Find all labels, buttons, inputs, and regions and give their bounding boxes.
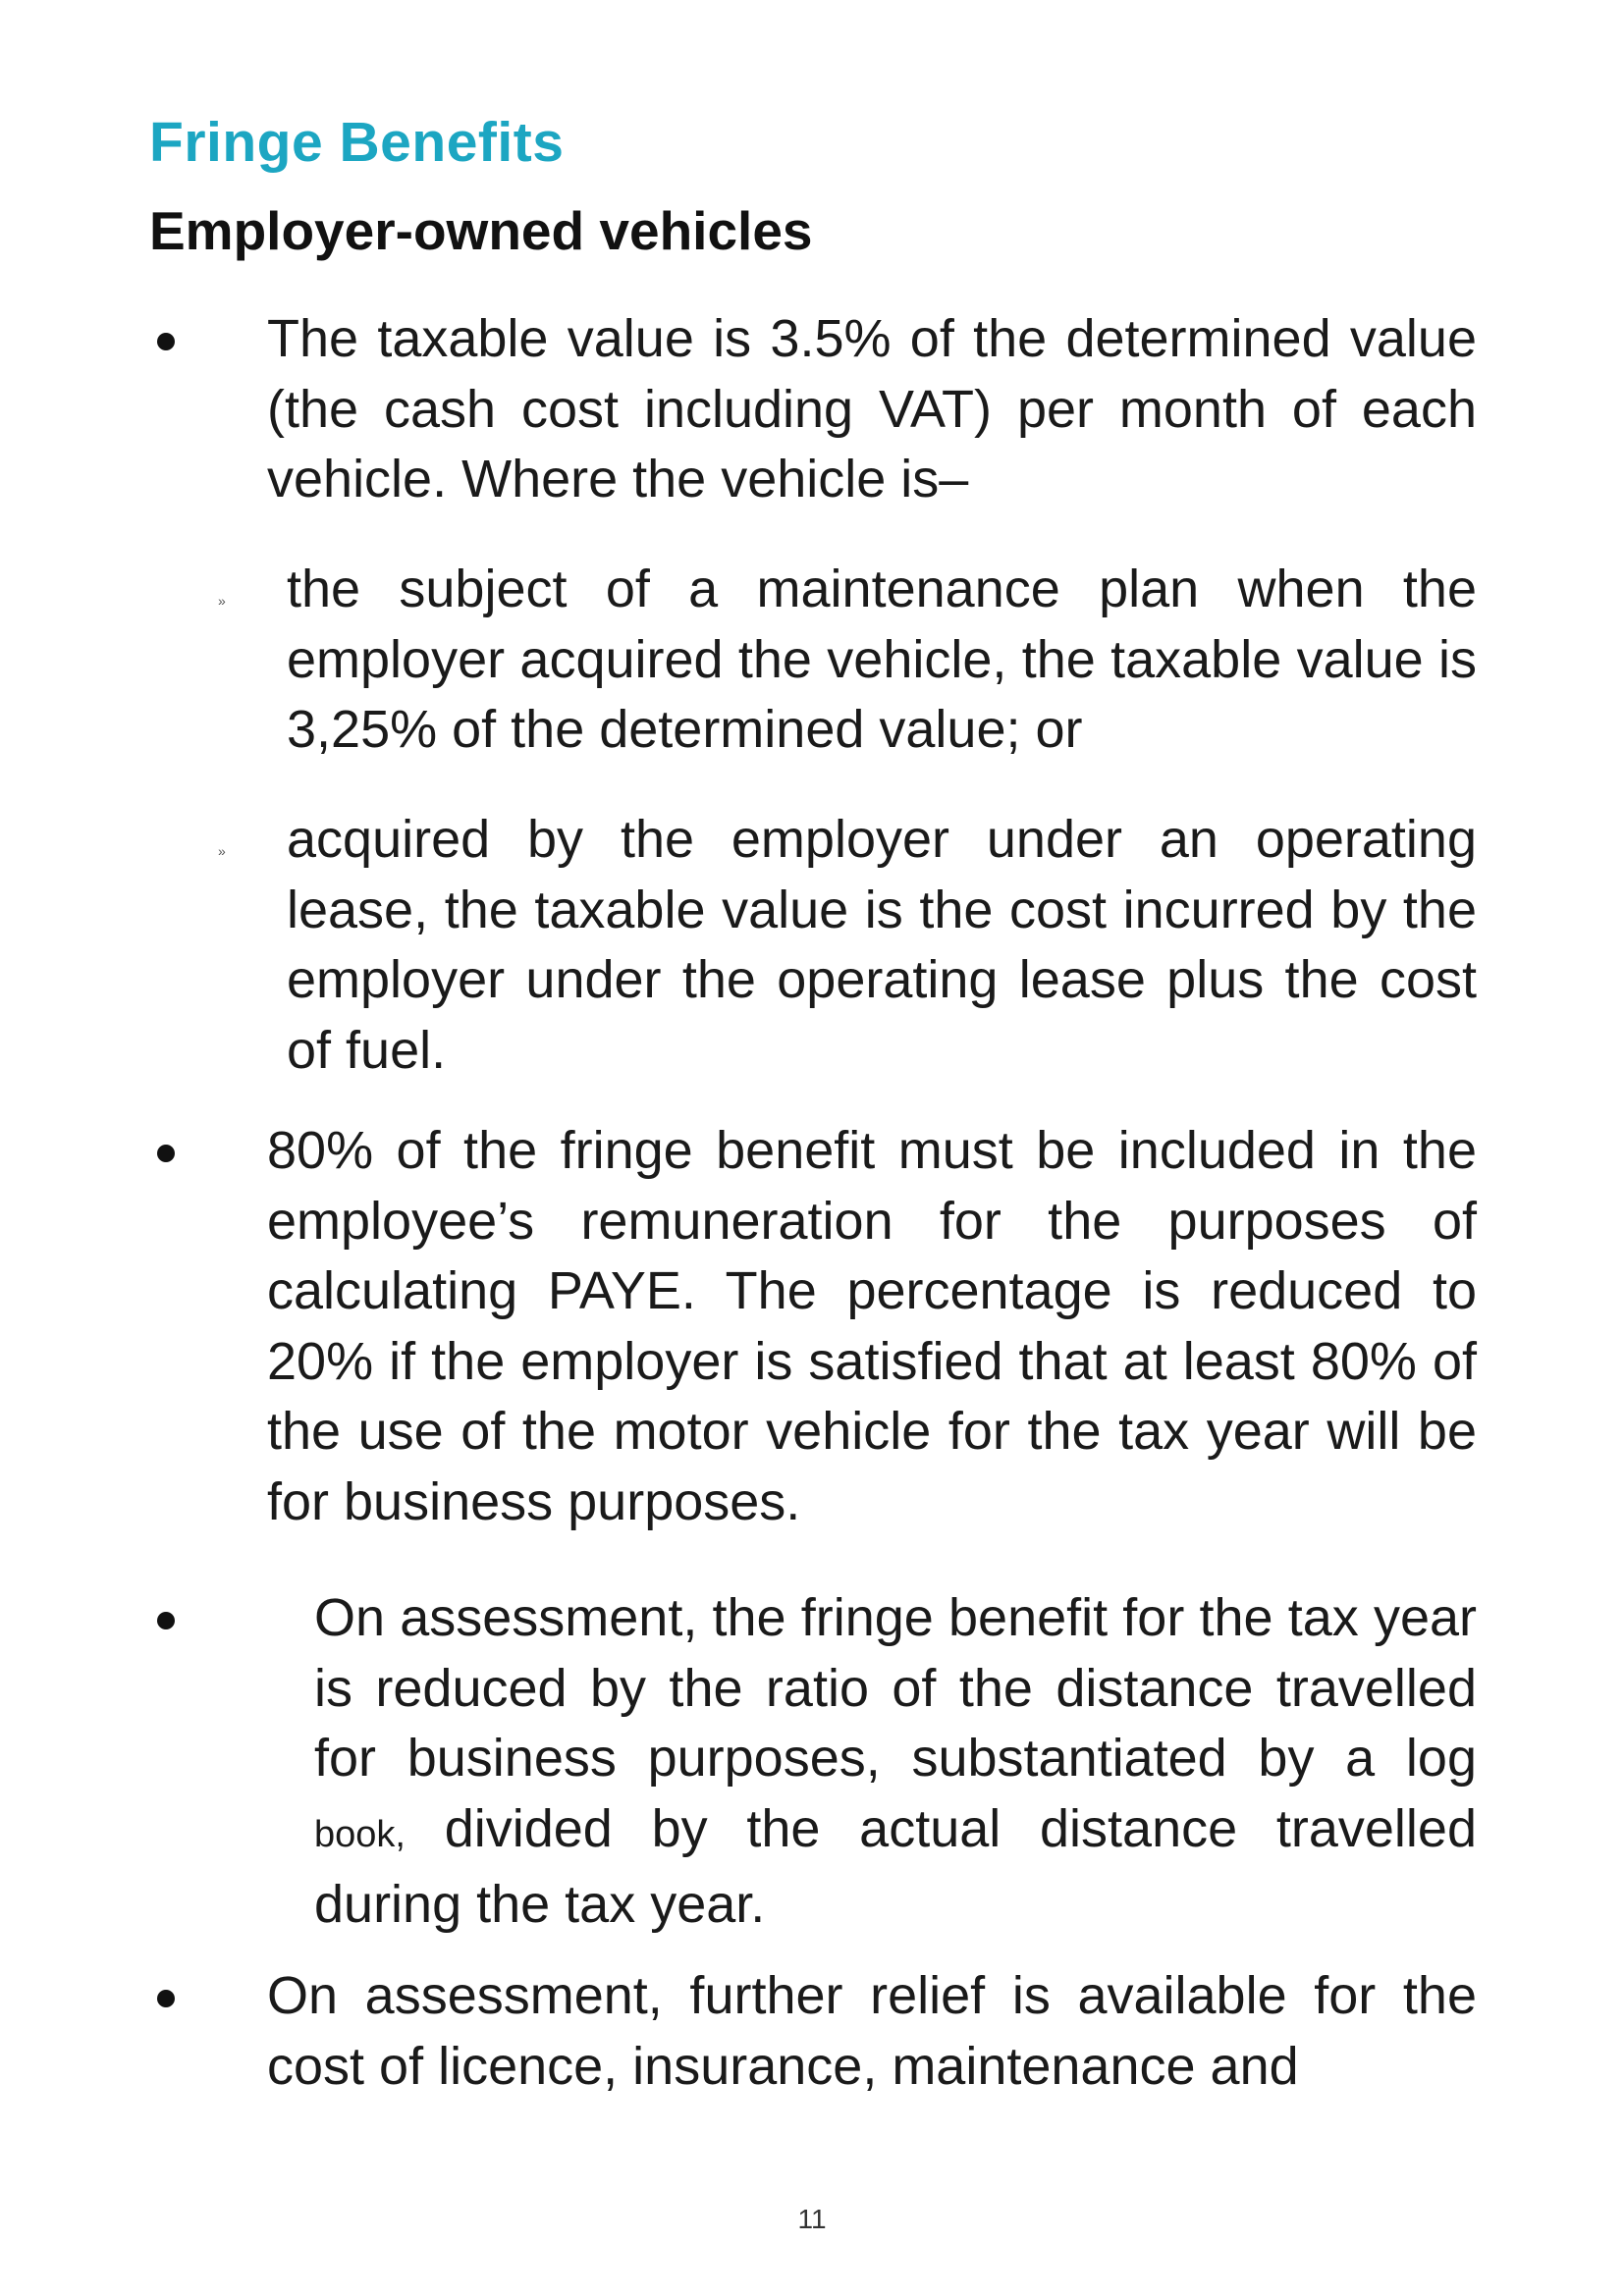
sub-bullet-marker: » xyxy=(218,593,226,609)
bullet-icon xyxy=(157,1612,187,1641)
page-number: 11 xyxy=(797,2204,827,2234)
subsection-title: Employer-owned vehicles xyxy=(149,200,813,261)
paragraph-text-part: On assessment, the fringe benefit for the tax year is reduced by the ratio of the distance travelled for business purposes, substantiated by a log xyxy=(314,1588,1477,1788)
bullet-paragraph-4: On assessment, further relief is available for the cost of licence, insurance, maintenance and xyxy=(267,1966,1477,2096)
bullet-icon xyxy=(157,1990,187,2019)
section-title: Fringe Benefits xyxy=(149,111,565,174)
sub-item-paragraph-2: acquired by the employer under an operating lease, the taxable value is the cost incurred by the employer under the operating lease plus the cost of fuel. xyxy=(287,810,1477,1080)
sub-bullet-marker: » xyxy=(218,843,226,859)
bullet-paragraph-1: The taxable value is 3.5% of the determined value (the cash cost including VAT) per month of each vehicle. Where the vehicle is– xyxy=(267,309,1477,508)
paragraph-text-part: divided by the actual distance travelled during the tax year. xyxy=(314,1798,1477,1934)
bullet-paragraph-2: 80% of the fringe benefit must be included in the employee’s remuneration for the purposes of calculating PAYE. The percentage is reduced to 20% if the employer is satisfied that at least 80% of the use of the motor vehicle for the tax year will be for business purposes. xyxy=(267,1121,1477,1531)
paragraph-small-word: book, xyxy=(314,1813,406,1855)
bullet-icon xyxy=(157,1145,187,1174)
bullet-icon xyxy=(157,333,187,362)
sub-item-paragraph-1: the subject of a maintenance plan when the employer acquired the vehicle, the taxable value is 3,25% of the determined value; or xyxy=(287,560,1477,759)
bullet-paragraph-3 xyxy=(314,1583,1477,1941)
